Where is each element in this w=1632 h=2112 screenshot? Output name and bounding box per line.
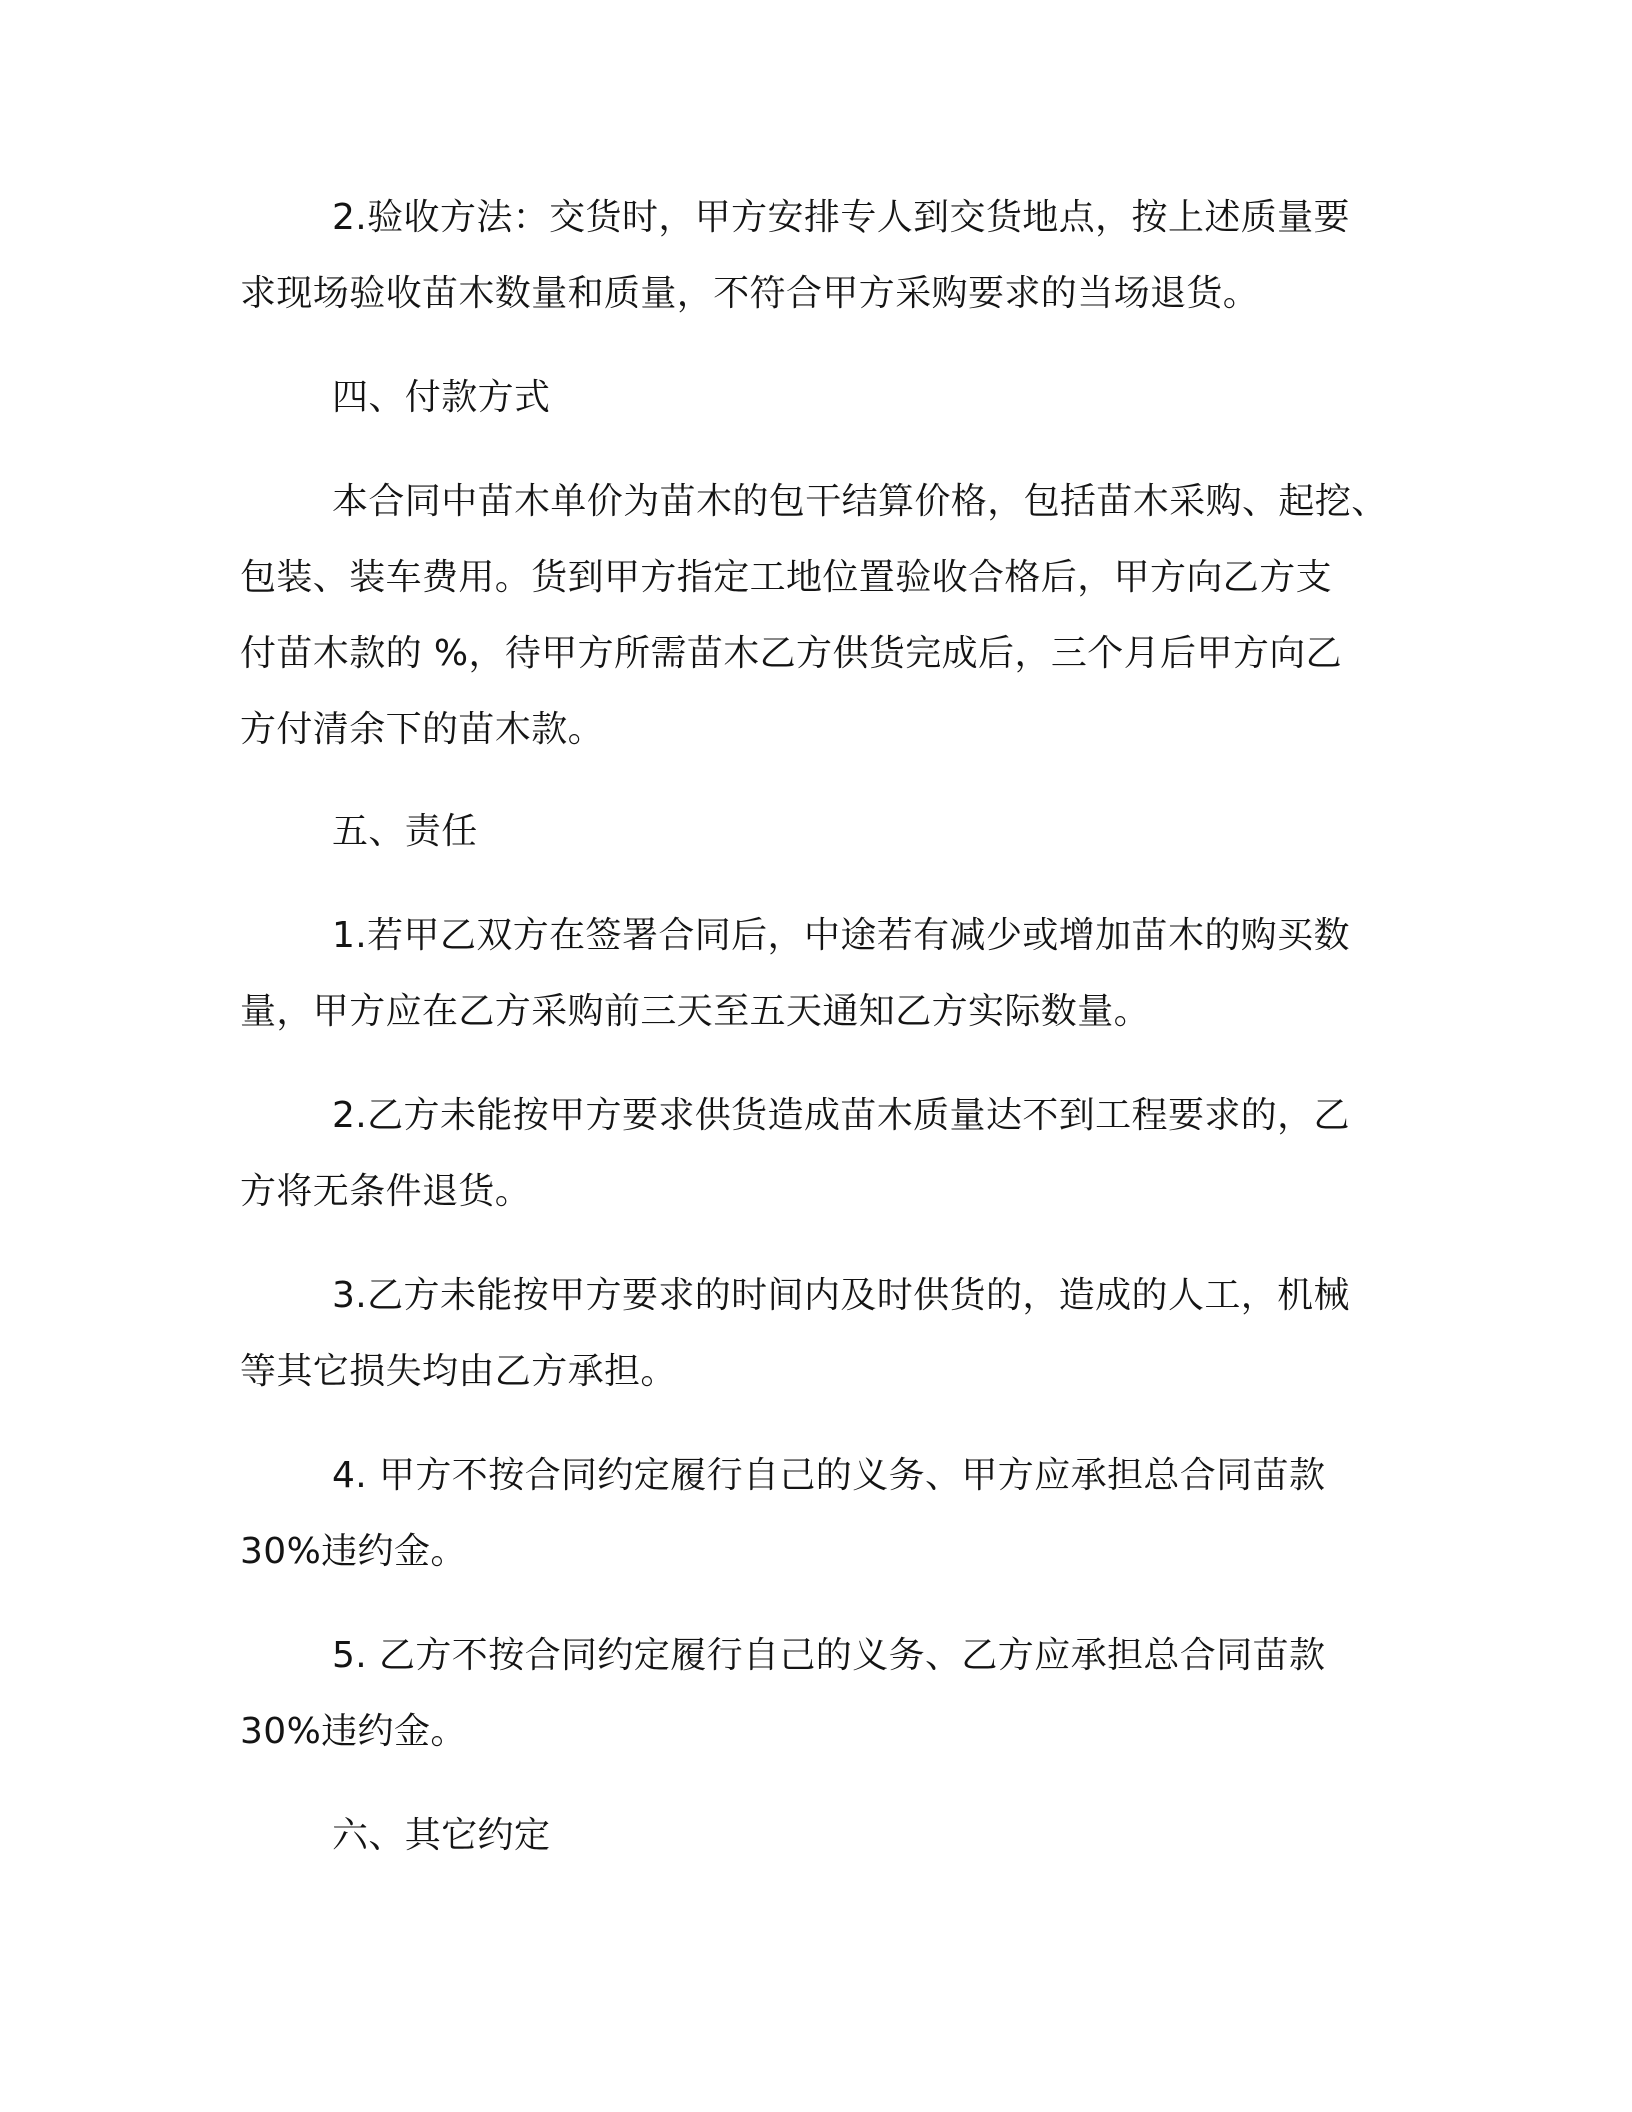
paragraph-acceptance-method-line-2: 求现场验收苗木数量和质量，不符合甲方采购要求的当场退货。	[240, 273, 1260, 314]
paragraph-responsibility-2-line-1: 2.乙方未能按甲方要求供货造成苗木质量达不到工程要求的，乙	[332, 1095, 1350, 1136]
paragraph-acceptance-method-line-1: 2.验收方法：交货时，甲方安排专人到交货地点，按上述质量要	[332, 197, 1350, 238]
paragraph-responsibility-5-line-1: 5. 乙方不按合同约定履行自己的义务、乙方应承担总合同苗款	[332, 1635, 1326, 1676]
paragraph-responsibility-1-line-2: 量，甲方应在乙方采购前三天至五天通知乙方实际数量。	[240, 991, 1151, 1032]
paragraph-responsibility-2-line-2: 方将无条件退货。	[240, 1171, 532, 1212]
paragraph-payment-line-4: 方付清余下的苗木款。	[240, 709, 605, 750]
paragraph-responsibility-4-line-1: 4. 甲方不按合同约定履行自己的义务、甲方应承担总合同苗款	[332, 1455, 1326, 1496]
paragraph-payment-line-3: 付苗木款的 %，待甲方所需苗木乙方供货完成后，三个月后甲方向乙	[240, 633, 1343, 674]
paragraph-payment-line-1: 本合同中苗木单价为苗木的包干结算价格，包括苗木采购、起挖、	[332, 481, 1388, 522]
paragraph-responsibility-3-line-2: 等其它损失均由乙方承担。	[240, 1351, 677, 1392]
section-heading-responsibility: 五、责任	[332, 811, 478, 852]
section-heading-other-agreements: 六、其它约定	[332, 1815, 551, 1856]
paragraph-responsibility-3-line-1: 3.乙方未能按甲方要求的时间内及时供货的，造成的人工，机械	[332, 1275, 1350, 1316]
paragraph-responsibility-4-line-2: 30%违约金。	[240, 1531, 467, 1572]
paragraph-responsibility-1-line-1: 1.若甲乙双方在签署合同后，中途若有减少或增加苗木的购买数	[332, 915, 1350, 956]
paragraph-responsibility-5-line-2: 30%违约金。	[240, 1711, 467, 1752]
paragraph-payment-line-2: 包装、装车费用。货到甲方指定工地位置验收合格后，甲方向乙方支	[240, 557, 1333, 598]
section-heading-payment: 四、付款方式	[332, 377, 551, 418]
